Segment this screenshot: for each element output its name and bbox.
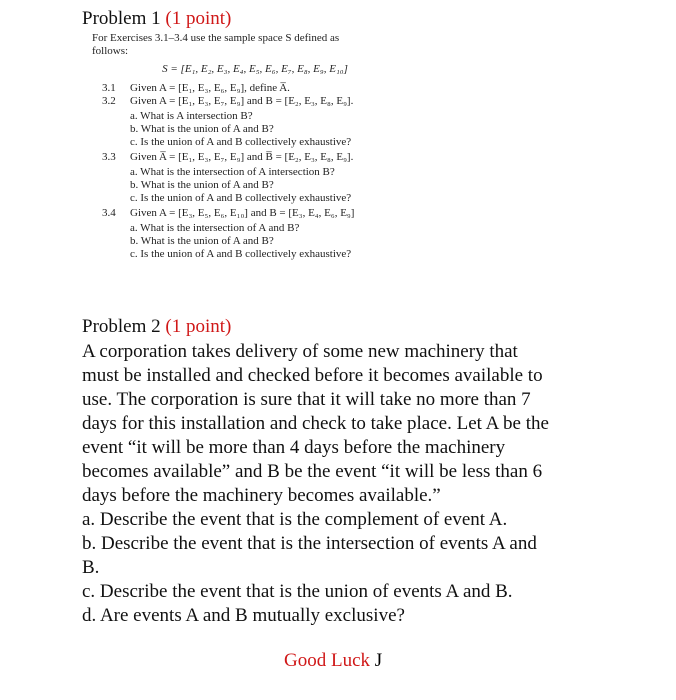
exercise-text: Given A = [E₁, E₃, E₇, E₉] and B = [E₂, E₃, E₈, E₉]. (130, 95, 354, 107)
sample-space-definition: S = [E₁, E₂, E₃, E₄, E₅, E₆, E₇, E₈, E₉, E₁₀] (162, 63, 348, 75)
problem-2-line: must be installed and checked before it becomes available to (82, 365, 543, 386)
problem-2-question-d: d. Are events A and B mutually exclusive? (82, 605, 405, 626)
problem-2-points: (1 point) (165, 316, 232, 337)
problem-2-line: becomes available” and B be the event “it will be less than 6 (82, 461, 543, 482)
exercise-text: Given A = [E₃, E₅, E₆, E₁₀] and B = [E₃, E₄, E₆, E₉] (130, 207, 355, 219)
problem-1-label: Problem 1 (82, 8, 161, 29)
exercise-part: c. Is the union of A and B collectively exhaustive? (130, 192, 352, 204)
exercise-3-2 (90, 95, 420, 108)
problem-1-title (82, 8, 231, 30)
exercise-part: c. Is the union of A and B collectively exhaustive? (130, 136, 352, 148)
problem-2-line: use. The corporation is sure that it will take no more than 7 (82, 389, 531, 410)
exercise-text: Given A = [E₁, E₃, E₆, E₉], define A̅. (130, 82, 290, 94)
excerpt-intro-line-1: For Exercises 3.1–3.4 use the sample space S defined as (92, 32, 340, 44)
exercise-3-4 (90, 207, 420, 220)
problem-2-line: days for this installation and check to take place. Let A be the (82, 413, 549, 434)
good-luck-text: Good Luck (284, 650, 371, 671)
problem-2-line: event “it will be more than 4 days before the machinery (82, 437, 506, 458)
exercise-part: b. What is the union of A and B? (130, 123, 274, 135)
exercise-part: a. What is the intersection of A and B? (130, 222, 300, 234)
problem-2-body (82, 340, 602, 628)
smiley-glyph: J (374, 650, 383, 671)
exercise-3-3 (90, 151, 420, 164)
exercise-number: 3.4 (102, 207, 116, 219)
exercise-part: a. What is A intersection B? (130, 110, 253, 122)
exercise-number: 3.2 (102, 95, 116, 107)
problem-2-line: days before the machinery becomes available.” (82, 485, 441, 506)
problem-2-label: Problem 2 (82, 316, 161, 337)
problem-2-question-b-cont: B. (82, 557, 100, 578)
problem-1-points: (1 point) (165, 8, 232, 29)
exercise-part: b. What is the union of A and B? (130, 235, 274, 247)
exercise-number: 3.3 (102, 151, 116, 163)
excerpt-intro-line-2: follows: (92, 45, 129, 57)
exercise-text: Given A̅ = [E₁, E₃, E₇, E₉] and B̅ = [E₂, E₃, E₈, E₉]. (130, 151, 354, 163)
exercise-part: b. What is the union of A and B? (130, 179, 274, 191)
exercise-3-1 (90, 82, 420, 95)
exercise-number: 3.1 (102, 82, 116, 94)
good-luck-message (284, 650, 382, 672)
problem-2-title (82, 316, 231, 338)
exercise-part: a. What is the intersection of A intersection B? (130, 166, 335, 178)
problem-2-question-b: b. Describe the event that is the intersection of events A and (82, 533, 537, 554)
problem-2-line: A corporation takes delivery of some new machinery that (82, 341, 518, 362)
problem-2-question-c: c. Describe the event that is the union of events A and B. (82, 581, 513, 602)
exercise-part: c. Is the union of A and B collectively exhaustive? (130, 248, 352, 260)
textbook-excerpt (90, 32, 420, 261)
problem-2-question-a: a. Describe the event that is the complement of event A. (82, 509, 508, 530)
